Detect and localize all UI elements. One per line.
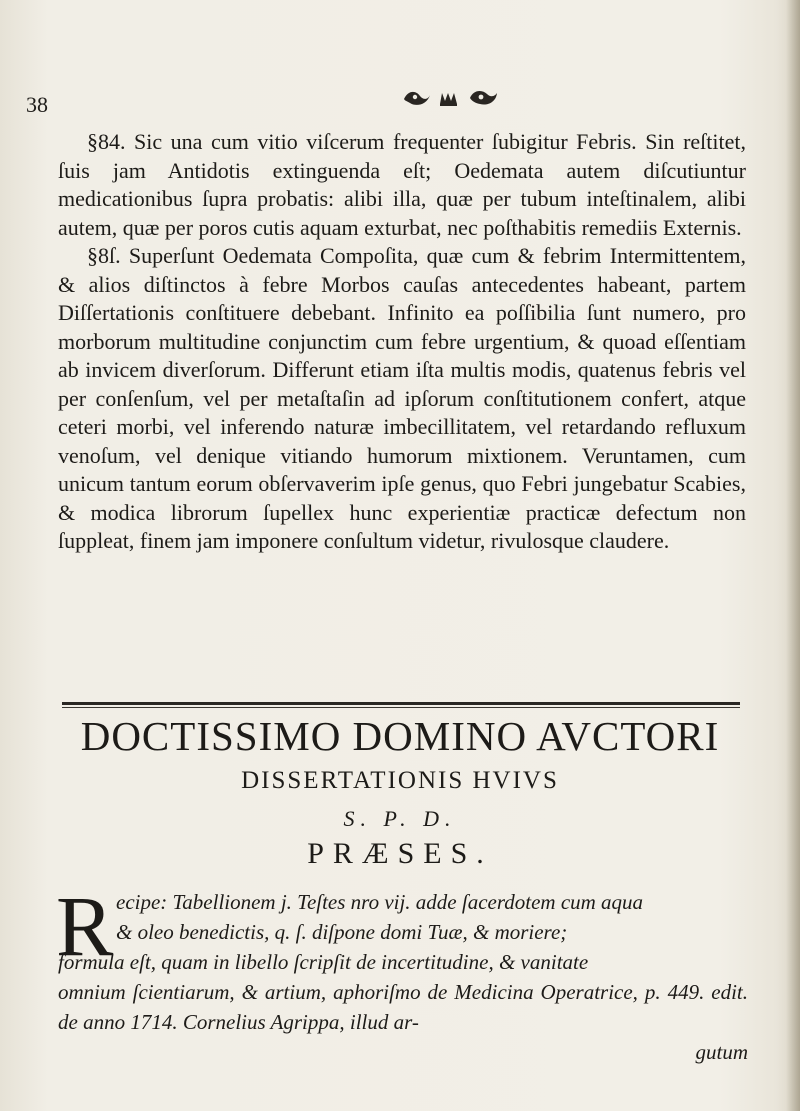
dedication-heading: DOCTISSIMO DOMINO AVCTORI (80, 713, 720, 759)
dedication-line: gutum (695, 1040, 748, 1064)
salutation: S. P. D. (343, 806, 457, 831)
body-text (58, 128, 746, 556)
section-rule (62, 702, 740, 708)
praeses-heading: PRÆSES. (307, 837, 493, 870)
dedication-line: & oleo benedictis, q. ſ. diſpone domi Tuæ, & moriere; (116, 920, 568, 944)
page-number: 38 (26, 92, 48, 117)
page-edge-shadow (786, 0, 800, 1111)
dedication-text (58, 887, 748, 1067)
paragraph-84: §84. Sic una cum vitio viſcerum frequenter ſubigitur Febris. Sin reſtitet, ſuis jam Antidotis extinguenda eſt; Oedemata autem diſcutiuntur medicationibus ſupra probatis: alibi illa, quæ per tubum inteſtinalem, alibi autem, quæ per poros cutis aquam exturbat, nec poſthabitis remediis Externis. (58, 129, 746, 240)
drop-cap: R (56, 878, 114, 974)
dedication-line: formula eſt, quam in libello ſcripſit de incertitudine, & vanitate (58, 950, 589, 974)
printers-ornament-icon (400, 86, 500, 110)
dedication-line: omnium ſcientiarum, & artium, aphoriſmo de Medicina Operatrice, p. 449. edit. de anno 1714. Cornelius Agrippa, illud ar- (58, 980, 748, 1034)
dedication-line: ecipe: Tabellionem j. Teſtes nro vij. adde ſacerdotem cum aqua (116, 890, 644, 914)
paragraph-85: §8ſ. Superſunt Oedemata Compoſita, quæ cum & febrim Intermittentem, & alios diſtinctos à febre Morbos cauſas antecedentes habeant, partem Diſſertationis conſtituere debebant. Infinito ea poſſibilia ſunt numero, pro morborum multitudine conjunctim cum febre urgentium, & quoad eſſentiam ab invicem diverſorum. Differunt etiam iſta multis modis, quatenus febris vel per conſenſum, vel per metaſtaſin ad ipſorum conſtitutionem confert, atque ceteri morbi, vel inferendo naturæ imbecillitatem, vel retardando refluxum venoſum, vel denique vitiando humorum mixtionem. Veruntamen, cum unicum tantum eorum obſervaverim ipſe genus, quo Febri jungebatur Scabies, & modica librorum ſupellex hunc experientiæ practicæ defectum non ſuppleat, finem jam imponere conſultum videtur, rivulosque claudere. (58, 243, 746, 553)
dedication-subheading: DISSERTATIONIS HVIVS (241, 767, 559, 794)
